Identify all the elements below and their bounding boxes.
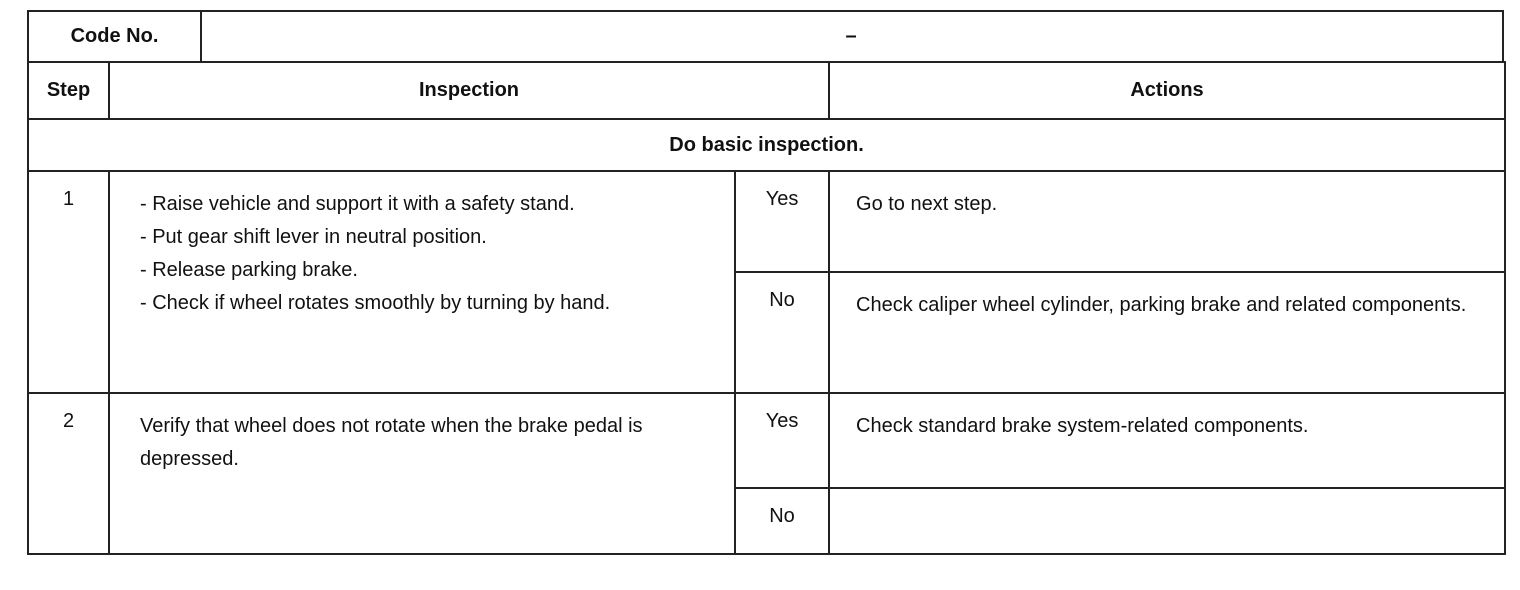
step-2-no-action (829, 488, 1505, 554)
basic-inspection-text: Do basic inspection. (28, 119, 1505, 171)
step-2-yes-row (28, 393, 1505, 488)
step-1-inspection-list (140, 188, 720, 320)
inspection-document (27, 10, 1504, 555)
code-number-row (27, 10, 1504, 61)
step-1-number: 1 (28, 171, 109, 393)
step-1-yes-action: Go to next step. (829, 171, 1505, 272)
step-1-inspection-item: - Check if wheel rotates smoothly by turning by hand. (140, 292, 611, 314)
step-2-inspection: Verify that wheel does not rotate when the brake pedal is depressed. (109, 393, 735, 554)
step-1-no-label: No (735, 272, 829, 393)
basic-inspection-row (28, 119, 1505, 171)
step-1-inspection-item: - Raise vehicle and support it with a safety stand. (140, 193, 575, 215)
step-2-yes-action: Check standard brake system-related components. (829, 393, 1505, 488)
step-2-no-label: No (735, 488, 829, 554)
step-1-yes-label: Yes (735, 171, 829, 272)
inspection-header: Inspection (109, 62, 829, 119)
step-1-inspection-item: - Put gear shift lever in neutral position. (140, 226, 487, 248)
step-1-inspection-item: - Release parking brake. (140, 259, 358, 281)
step-1-no-action: Check caliper wheel cylinder, parking brake and related components. (829, 272, 1505, 393)
step-1-yes-row (28, 171, 1505, 272)
inspection-table (27, 61, 1506, 555)
actions-header: Actions (829, 62, 1505, 119)
step-2-yes-label: Yes (735, 393, 829, 488)
step-2-number: 2 (28, 393, 109, 554)
header-row (28, 62, 1505, 119)
code-number-label: Code No. (29, 12, 202, 61)
step-header: Step (28, 62, 109, 119)
code-number-value: – (845, 25, 857, 47)
step-1-inspection (109, 171, 735, 393)
